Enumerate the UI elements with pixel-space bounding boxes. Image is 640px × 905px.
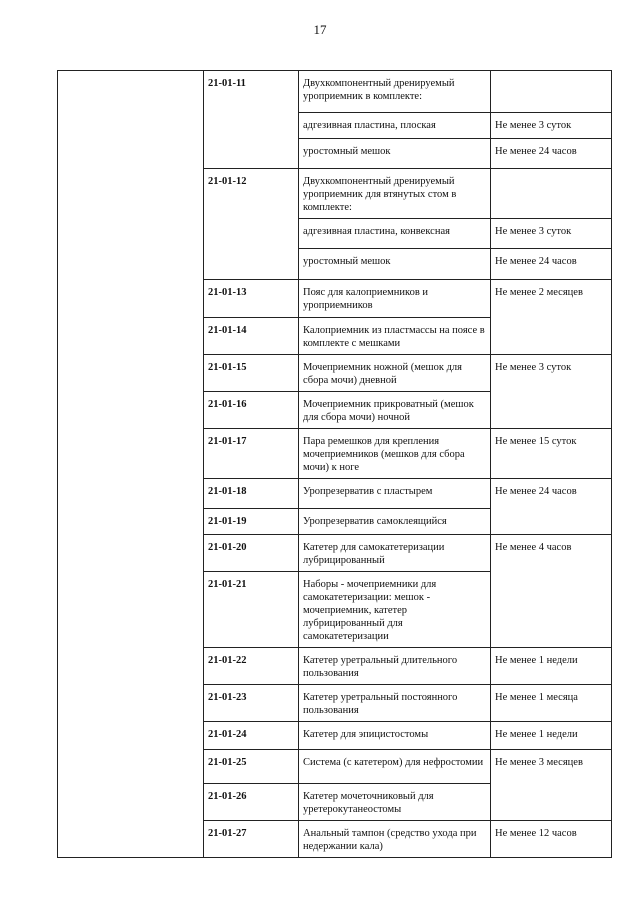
code-cell: 21-01-16 (204, 392, 299, 429)
code-cell: 21-01-19 (204, 509, 299, 535)
name-cell: уростомный мешок (299, 249, 491, 280)
name-cell: Наборы - мочеприемники для самокатетеризации: мешок - мочеприемник, катетер лубрицированный для самокатетеризации (299, 572, 491, 648)
term-cell: Не менее 1 недели (491, 648, 612, 685)
term-cell: Не менее 3 суток (491, 355, 612, 429)
code-cell: 21-01-24 (204, 722, 299, 750)
term-cell: Не менее 3 месяцев (491, 750, 612, 821)
name-cell: Катетер мочеточниковый для уретерокутанеостомы (299, 784, 491, 821)
term-cell: Не менее 1 недели (491, 722, 612, 750)
name-cell: Двухкомпонентный дренируемый уроприемник для втянутых стом в комплекте: (299, 169, 491, 219)
term-cell: Не менее 2 месяцев (491, 280, 612, 355)
empty-column (58, 71, 204, 858)
page-number: 17 (313, 22, 327, 37)
name-cell: Калоприемник из пластмассы на поясе в комплекте с мешками (299, 318, 491, 355)
name-cell: адгезивная пластина, конвексная (299, 219, 491, 249)
term-cell: Не менее 24 часов (491, 139, 612, 169)
term-cell: Не менее 12 часов (491, 821, 612, 858)
name-cell: Катетер уретральный постоянного пользования (299, 685, 491, 722)
code-cell: 21-01-21 (204, 572, 299, 648)
products-table (57, 70, 612, 858)
name-cell: Уропрезерватив с пластырем (299, 479, 491, 509)
term-cell: Не менее 24 часов (491, 479, 612, 535)
name-cell: Катетер для эпицистостомы (299, 722, 491, 750)
code-cell: 21-01-13 (204, 280, 299, 318)
code-cell: 21-01-11 (204, 71, 299, 169)
term-cell: Не менее 3 суток (491, 219, 612, 249)
code-cell: 21-01-14 (204, 318, 299, 355)
term-cell: Не менее 4 часов (491, 535, 612, 648)
name-cell: Пара ремешков для крепления мочеприемников (мешков для сбора мочи) к ноге (299, 429, 491, 479)
term-cell: Не менее 3 суток (491, 113, 612, 139)
name-cell: Анальный тампон (средство ухода при недержании кала) (299, 821, 491, 858)
name-cell: Катетер уретральный длительного пользования (299, 648, 491, 685)
name-cell: Пояс для калоприемников и уроприемников (299, 280, 491, 318)
name-cell: Мочеприемник ножной (мешок для сбора мочи) дневной (299, 355, 491, 392)
name-cell: Мочеприемник прикроватный (мешок для сбора мочи) ночной (299, 392, 491, 429)
name-cell: Система (с катетером) для нефростомии (299, 750, 491, 784)
name-cell: Катетер для самокатетеризации лубрицированный (299, 535, 491, 572)
term-cell (491, 71, 612, 113)
code-cell: 21-01-25 (204, 750, 299, 784)
code-cell: 21-01-18 (204, 479, 299, 509)
code-cell: 21-01-17 (204, 429, 299, 479)
name-cell: уростомный мешок (299, 139, 491, 169)
code-cell: 21-01-23 (204, 685, 299, 722)
code-cell: 21-01-22 (204, 648, 299, 685)
name-cell: Уропрезерватив самоклеящийся (299, 509, 491, 535)
term-cell: Не менее 1 месяца (491, 685, 612, 722)
code-cell: 21-01-26 (204, 784, 299, 821)
code-cell: 21-01-20 (204, 535, 299, 572)
code-cell: 21-01-15 (204, 355, 299, 392)
term-cell: Не менее 24 часов (491, 249, 612, 280)
name-cell: адгезивная пластина, плоская (299, 113, 491, 139)
term-cell (491, 169, 612, 219)
code-cell: 21-01-27 (204, 821, 299, 858)
name-cell: Двухкомпонентный дренируемый уроприемник в комплекте: (299, 71, 491, 113)
code-cell: 21-01-12 (204, 169, 299, 280)
table-row (58, 71, 612, 113)
term-cell: Не менее 15 суток (491, 429, 612, 479)
